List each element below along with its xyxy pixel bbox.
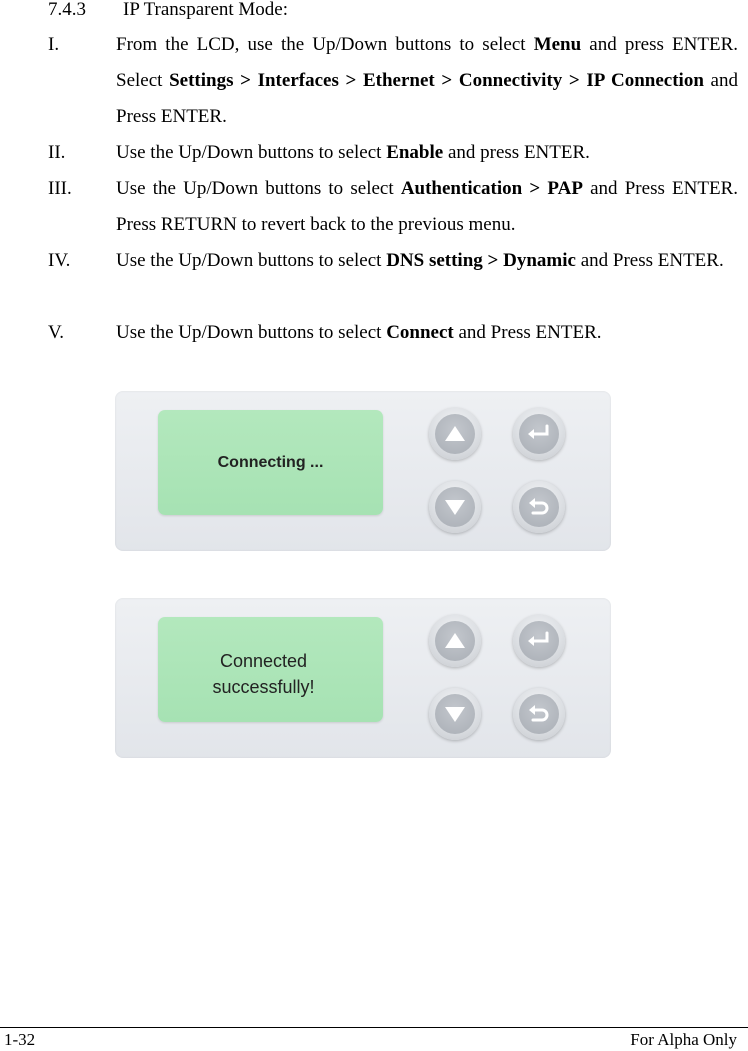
section-title: IP Transparent Mode: — [123, 0, 289, 20]
enter-button[interactable] — [513, 408, 565, 460]
lcd-line: Connected — [219, 651, 308, 671]
lcd-line: successfully! — [212, 677, 315, 697]
page-number: 1-32 — [4, 1030, 36, 1049]
return-button[interactable] — [513, 481, 565, 533]
lcd-screen — [158, 410, 383, 515]
step-text-bold: Settings > Interfaces > Ethernet > Connectivity > IP Connection — [169, 70, 704, 91]
step-text-run: Use the Up/Down buttons to select — [116, 322, 387, 343]
step-text-run: and Press ENTER. Press RETURN to revert back to the previous menu. — [116, 178, 739, 235]
lcd-screen — [158, 617, 383, 722]
up-arrow-icon — [443, 424, 467, 444]
step-number: IV. — [48, 250, 71, 271]
step-text — [116, 27, 738, 135]
step-text-run: From the LCD, use the Up/Down buttons to select — [116, 34, 534, 55]
down-button[interactable] — [429, 688, 481, 740]
lcd-panel-connecting — [115, 391, 611, 551]
footer-note: For Alpha Only — [630, 1030, 737, 1049]
section-number: 7.4.3 — [48, 0, 86, 20]
lcd-screen-text — [162, 648, 365, 700]
return-button[interactable] — [513, 688, 565, 740]
step-text — [116, 135, 738, 171]
step-text-run: and Press ENTER. — [575, 250, 724, 271]
footer-rule — [0, 1027, 748, 1028]
down-arrow-icon — [443, 497, 467, 517]
step-text-run: Use the Up/Down buttons to select — [116, 250, 387, 271]
step-text-bold: DNS setting > Dynamic — [386, 250, 576, 271]
return-icon — [525, 702, 553, 726]
step-text-run: and Press ENTER. — [453, 322, 602, 343]
down-button[interactable] — [429, 481, 481, 533]
step-text — [116, 243, 738, 279]
step-text — [116, 315, 738, 351]
up-button[interactable] — [429, 408, 481, 460]
step-text-run: and Press ENTER. — [116, 70, 738, 127]
step-text-run: Use the Up/Down buttons to select — [116, 142, 387, 163]
down-arrow-icon — [443, 704, 467, 724]
step-number: V. — [48, 322, 65, 343]
step-text-bold: Enable — [386, 142, 444, 163]
step-text-run: and press ENTER. — [443, 142, 590, 163]
enter-button[interactable] — [513, 615, 565, 667]
enter-icon — [525, 422, 553, 446]
step-text-bold: Connect — [386, 322, 454, 343]
enter-icon — [525, 629, 553, 653]
step-number: III. — [48, 178, 72, 199]
return-icon — [525, 495, 553, 519]
step-text-bold: Menu — [533, 34, 582, 55]
step-number: II. — [48, 142, 66, 163]
step-text — [116, 171, 738, 243]
lcd-screen-text: Connecting ... — [217, 454, 324, 471]
lcd-panel-connected — [115, 598, 611, 758]
step-text-run: and press ENTER. Select — [116, 34, 738, 91]
step-text-bold: Authentication > PAP — [400, 178, 583, 199]
up-button[interactable] — [429, 615, 481, 667]
section-heading — [48, 0, 288, 22]
step-number: I. — [48, 34, 60, 55]
up-arrow-icon — [443, 631, 467, 651]
step-text-run: Use the Up/Down buttons to select — [116, 178, 401, 199]
